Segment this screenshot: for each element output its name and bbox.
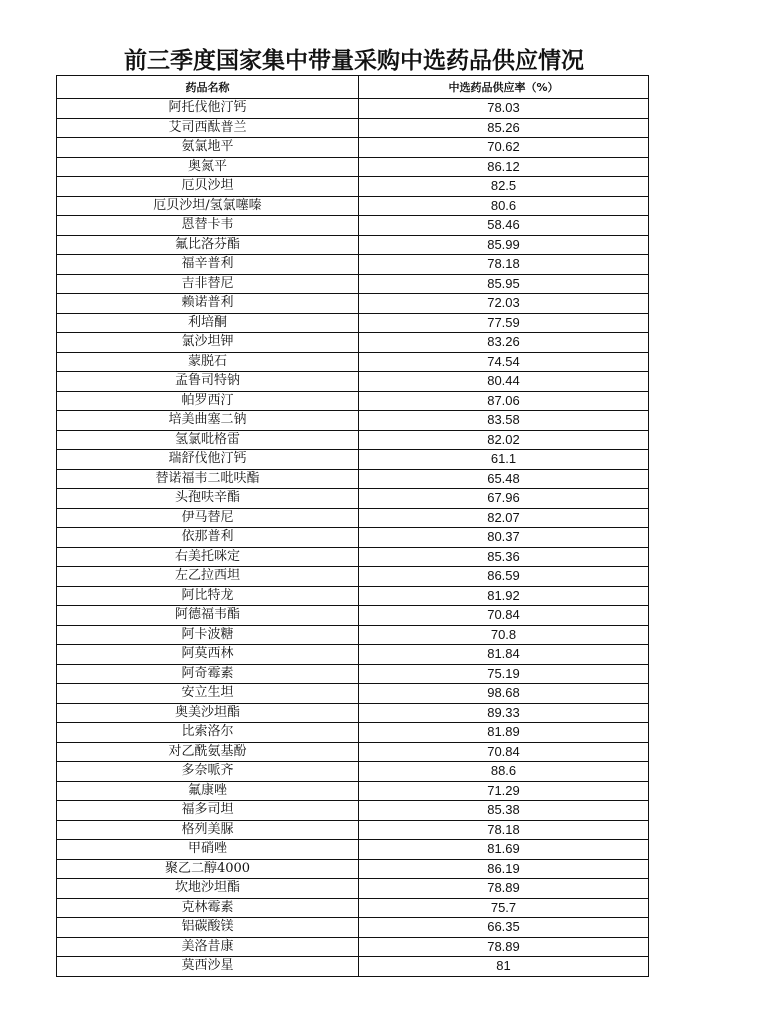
drug-name-cell: 吉非替尼 xyxy=(57,274,359,294)
table-row xyxy=(57,157,649,177)
table-row xyxy=(57,859,649,879)
drug-name-cell: 氟比洛芬酯 xyxy=(57,235,359,255)
table-row xyxy=(57,352,649,372)
table-row xyxy=(57,99,649,119)
drug-name-cell: 克林霉素 xyxy=(57,898,359,918)
supply-rate-cell: 88.6 xyxy=(359,762,649,782)
document-title: 前三季度国家集中带量采购中选药品供应情况 xyxy=(124,48,584,74)
drug-supply-table xyxy=(56,75,649,977)
table-row xyxy=(57,430,649,450)
table-row xyxy=(57,333,649,353)
table-row xyxy=(57,177,649,197)
drug-name-cell: 厄贝沙坦 xyxy=(57,177,359,197)
supply-rate-cell: 70.8 xyxy=(359,625,649,645)
table-row xyxy=(57,294,649,314)
supply-rate-cell: 80.44 xyxy=(359,372,649,392)
drug-name-cell: 帕罗西汀 xyxy=(57,391,359,411)
drug-name-cell: 福多司坦 xyxy=(57,801,359,821)
supply-rate-cell: 85.95 xyxy=(359,274,649,294)
drug-name-cell: 奥美沙坦酯 xyxy=(57,703,359,723)
table-row xyxy=(57,196,649,216)
supply-rate-cell: 78.18 xyxy=(359,255,649,275)
table-row xyxy=(57,606,649,626)
table-row xyxy=(57,762,649,782)
table-row xyxy=(57,313,649,333)
supply-rate-cell: 78.03 xyxy=(359,99,649,119)
drug-name-cell: 利培酮 xyxy=(57,313,359,333)
drug-name-cell: 阿卡波糖 xyxy=(57,625,359,645)
table-row xyxy=(57,684,649,704)
supply-rate-cell: 85.99 xyxy=(359,235,649,255)
table-row xyxy=(57,801,649,821)
table-body xyxy=(57,99,649,977)
supply-rate-cell: 80.37 xyxy=(359,528,649,548)
table-row xyxy=(57,547,649,567)
supply-rate-cell: 71.29 xyxy=(359,781,649,801)
drug-name-cell: 铝碳酸镁 xyxy=(57,918,359,938)
table-row xyxy=(57,391,649,411)
supply-rate-cell: 87.06 xyxy=(359,391,649,411)
drug-name-cell: 安立生坦 xyxy=(57,684,359,704)
drug-name-cell: 蒙脱石 xyxy=(57,352,359,372)
drug-name-cell: 伊马替尼 xyxy=(57,508,359,528)
supply-rate-cell: 81.92 xyxy=(359,586,649,606)
supply-rate-cell: 65.48 xyxy=(359,469,649,489)
table-row xyxy=(57,937,649,957)
drug-name-cell: 培美曲塞二钠 xyxy=(57,411,359,431)
table-row xyxy=(57,216,649,236)
table-row xyxy=(57,703,649,723)
table-row xyxy=(57,625,649,645)
table-row xyxy=(57,840,649,860)
drug-name-cell: 聚乙二醇4000 xyxy=(57,859,359,879)
supply-rate-cell: 75.7 xyxy=(359,898,649,918)
table-row xyxy=(57,528,649,548)
drug-name-cell: 替诺福韦二吡呋酯 xyxy=(57,469,359,489)
table-row xyxy=(57,664,649,684)
supply-rate-cell: 86.59 xyxy=(359,567,649,587)
drug-name-cell: 孟鲁司特钠 xyxy=(57,372,359,392)
drug-name-cell: 格列美脲 xyxy=(57,820,359,840)
table-row xyxy=(57,489,649,509)
column-header-drug-name: 药品名称 xyxy=(57,76,359,99)
drug-name-cell: 多奈哌齐 xyxy=(57,762,359,782)
drug-name-cell: 右美托咪定 xyxy=(57,547,359,567)
supply-rate-cell: 81.84 xyxy=(359,645,649,665)
supply-rate-cell: 82.5 xyxy=(359,177,649,197)
table-row xyxy=(57,274,649,294)
drug-name-cell: 阿托伐他汀钙 xyxy=(57,99,359,119)
table-row xyxy=(57,255,649,275)
drug-name-cell: 艾司西酞普兰 xyxy=(57,118,359,138)
supply-rate-cell: 81 xyxy=(359,957,649,977)
drug-name-cell: 坎地沙坦酯 xyxy=(57,879,359,899)
table-row xyxy=(57,138,649,158)
drug-name-cell: 对乙酰氨基酚 xyxy=(57,742,359,762)
table-row xyxy=(57,411,649,431)
drug-name-cell: 比索洛尔 xyxy=(57,723,359,743)
supply-rate-cell: 72.03 xyxy=(359,294,649,314)
supply-rate-cell: 89.33 xyxy=(359,703,649,723)
drug-name-cell: 依那普利 xyxy=(57,528,359,548)
table-row xyxy=(57,508,649,528)
table-row xyxy=(57,820,649,840)
supply-rate-cell: 74.54 xyxy=(359,352,649,372)
drug-name-cell: 氨氯地平 xyxy=(57,138,359,158)
supply-rate-cell: 86.12 xyxy=(359,157,649,177)
supply-rate-cell: 58.46 xyxy=(359,216,649,236)
drug-name-cell: 美洛昔康 xyxy=(57,937,359,957)
drug-name-cell: 福辛普利 xyxy=(57,255,359,275)
supply-rate-cell: 82.07 xyxy=(359,508,649,528)
table-row xyxy=(57,567,649,587)
table-row xyxy=(57,645,649,665)
supply-rate-cell: 70.84 xyxy=(359,606,649,626)
column-header-supply-rate: 中选药品供应率（%） xyxy=(359,76,649,99)
supply-rate-cell: 81.89 xyxy=(359,723,649,743)
drug-name-cell: 氟康唑 xyxy=(57,781,359,801)
table-row xyxy=(57,235,649,255)
drug-name-cell: 阿德福韦酯 xyxy=(57,606,359,626)
supply-rate-cell: 77.59 xyxy=(359,313,649,333)
supply-rate-cell: 83.26 xyxy=(359,333,649,353)
table-row xyxy=(57,957,649,977)
drug-name-cell: 恩替卡韦 xyxy=(57,216,359,236)
drug-name-cell: 阿比特龙 xyxy=(57,586,359,606)
supply-rate-cell: 85.26 xyxy=(359,118,649,138)
table-row xyxy=(57,118,649,138)
table-row xyxy=(57,372,649,392)
supply-rate-cell: 75.19 xyxy=(359,664,649,684)
supply-rate-cell: 67.96 xyxy=(359,489,649,509)
supply-rate-cell: 82.02 xyxy=(359,430,649,450)
drug-name-cell: 头孢呋辛酯 xyxy=(57,489,359,509)
table-row xyxy=(57,879,649,899)
drug-name-cell: 甲硝唑 xyxy=(57,840,359,860)
drug-name-cell: 氢氯吡格雷 xyxy=(57,430,359,450)
supply-rate-cell: 81.69 xyxy=(359,840,649,860)
supply-rate-cell: 80.6 xyxy=(359,196,649,216)
supply-rate-cell: 61.1 xyxy=(359,450,649,470)
drug-name-cell: 左乙拉西坦 xyxy=(57,567,359,587)
supply-rate-cell: 86.19 xyxy=(359,859,649,879)
supply-rate-cell: 85.36 xyxy=(359,547,649,567)
table-row xyxy=(57,742,649,762)
table-row xyxy=(57,469,649,489)
drug-name-cell: 阿莫西林 xyxy=(57,645,359,665)
table-row xyxy=(57,723,649,743)
drug-name-cell: 莫西沙星 xyxy=(57,957,359,977)
supply-rate-cell: 70.62 xyxy=(359,138,649,158)
drug-name-cell: 奥氮平 xyxy=(57,157,359,177)
supply-rate-cell: 78.89 xyxy=(359,937,649,957)
supply-rate-cell: 66.35 xyxy=(359,918,649,938)
drug-name-cell: 阿奇霉素 xyxy=(57,664,359,684)
supply-rate-cell: 98.68 xyxy=(359,684,649,704)
supply-rate-cell: 83.58 xyxy=(359,411,649,431)
drug-name-cell: 氯沙坦钾 xyxy=(57,333,359,353)
table-row xyxy=(57,586,649,606)
supply-rate-cell: 78.18 xyxy=(359,820,649,840)
supply-rate-cell: 85.38 xyxy=(359,801,649,821)
supply-rate-cell: 78.89 xyxy=(359,879,649,899)
table-row xyxy=(57,781,649,801)
table-row xyxy=(57,918,649,938)
table-row xyxy=(57,450,649,470)
drug-name-cell: 赖诺普利 xyxy=(57,294,359,314)
supply-rate-cell: 70.84 xyxy=(359,742,649,762)
table-header-row xyxy=(57,76,649,99)
table-row xyxy=(57,898,649,918)
drug-name-cell: 厄贝沙坦/氢氯噻嗪 xyxy=(57,196,359,216)
drug-name-cell: 瑞舒伐他汀钙 xyxy=(57,450,359,470)
